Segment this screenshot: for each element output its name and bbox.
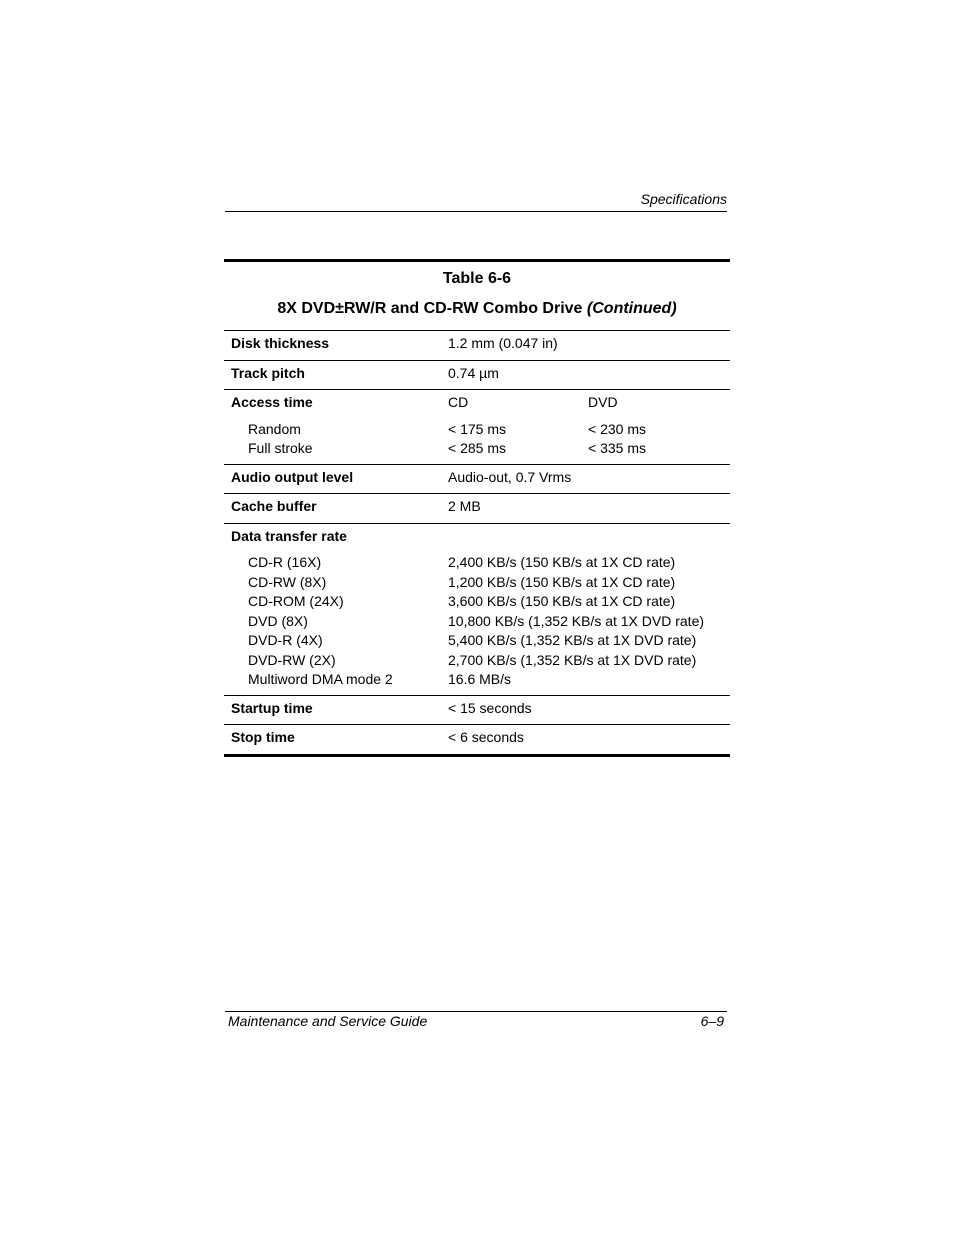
rate-value: 2,700 KB/s (1,352 KB/s at 1X DVD rate) bbox=[448, 651, 697, 668]
rate-value: 2,400 KB/s (150 KB/s at 1X CD rate) bbox=[448, 554, 676, 570]
row-value: < 15 seconds bbox=[448, 699, 532, 716]
dvd-value: < 335 ms bbox=[588, 440, 646, 456]
sub-label: Multiword DMA mode 2 bbox=[248, 671, 393, 687]
sub-label: DVD (8X) bbox=[248, 612, 308, 629]
row-value: 1.2 mm (0.047 in) bbox=[448, 335, 558, 351]
row-value: < 6 seconds bbox=[448, 729, 524, 745]
row-disk-thickness bbox=[224, 331, 730, 361]
row-value: Audio-out, 0.7 Vrms bbox=[448, 468, 572, 485]
sub-label: CD-ROM (24X) bbox=[248, 593, 344, 609]
running-header: Specifications bbox=[640, 191, 727, 207]
row-access-time bbox=[224, 390, 730, 465]
row-label: Audio output level bbox=[231, 468, 354, 485]
table-title-continued: (Continued) bbox=[586, 300, 677, 317]
row-stop-time bbox=[224, 725, 730, 757]
row-audio-output bbox=[224, 465, 730, 495]
rate-value: 5,400 KB/s (1,352 KB/s at 1X DVD rate) bbox=[448, 632, 697, 648]
col-header-cd: CD bbox=[448, 394, 469, 410]
row-value: 0.74 µm bbox=[448, 364, 499, 381]
table-title-text: 8X DVD±RW/R and CD-RW Combo Drive bbox=[277, 300, 583, 317]
header-rule bbox=[225, 211, 727, 212]
cd-value: < 175 ms bbox=[448, 420, 506, 437]
page-number: 6–9 bbox=[700, 1013, 724, 1029]
rate-value: 3,600 KB/s (150 KB/s at 1X CD rate) bbox=[448, 593, 676, 609]
rate-value: 16.6 MB/s bbox=[448, 671, 512, 687]
row-label: Access time bbox=[231, 394, 313, 410]
col-header-dvd: DVD bbox=[588, 394, 618, 410]
sub-label: CD-R (16X) bbox=[248, 554, 322, 570]
sub-label: CD-RW (8X) bbox=[248, 573, 327, 590]
row-data-transfer bbox=[224, 524, 730, 696]
row-label: Data transfer rate bbox=[231, 527, 347, 544]
footer-guide-title: Maintenance and Service Guide bbox=[228, 1013, 428, 1029]
row-label: Cache buffer bbox=[231, 498, 317, 514]
rate-value: 1,200 KB/s (150 KB/s at 1X CD rate) bbox=[448, 573, 676, 590]
row-value: 2 MB bbox=[448, 498, 481, 514]
row-label: Track pitch bbox=[231, 364, 305, 381]
rate-value: 10,800 KB/s (1,352 KB/s at 1X DVD rate) bbox=[448, 612, 705, 629]
table-top-rule bbox=[224, 259, 730, 262]
cd-value: < 285 ms bbox=[448, 440, 506, 456]
spec-table bbox=[224, 259, 730, 757]
row-label: Stop time bbox=[231, 729, 295, 745]
sub-label: DVD-R (4X) bbox=[248, 632, 323, 648]
row-track-pitch bbox=[224, 361, 730, 391]
sub-label: Random bbox=[248, 420, 301, 437]
table-title bbox=[224, 300, 730, 322]
footer-rule bbox=[225, 1011, 727, 1012]
sub-label: Full stroke bbox=[248, 440, 313, 456]
sub-label: DVD-RW (2X) bbox=[248, 651, 336, 668]
row-cache-buffer bbox=[224, 494, 730, 524]
dvd-value: < 230 ms bbox=[588, 420, 646, 437]
row-startup-time bbox=[224, 696, 730, 726]
table-number: Table 6-6 bbox=[442, 270, 512, 287]
row-label: Disk thickness bbox=[231, 335, 330, 351]
row-label: Startup time bbox=[231, 699, 313, 716]
